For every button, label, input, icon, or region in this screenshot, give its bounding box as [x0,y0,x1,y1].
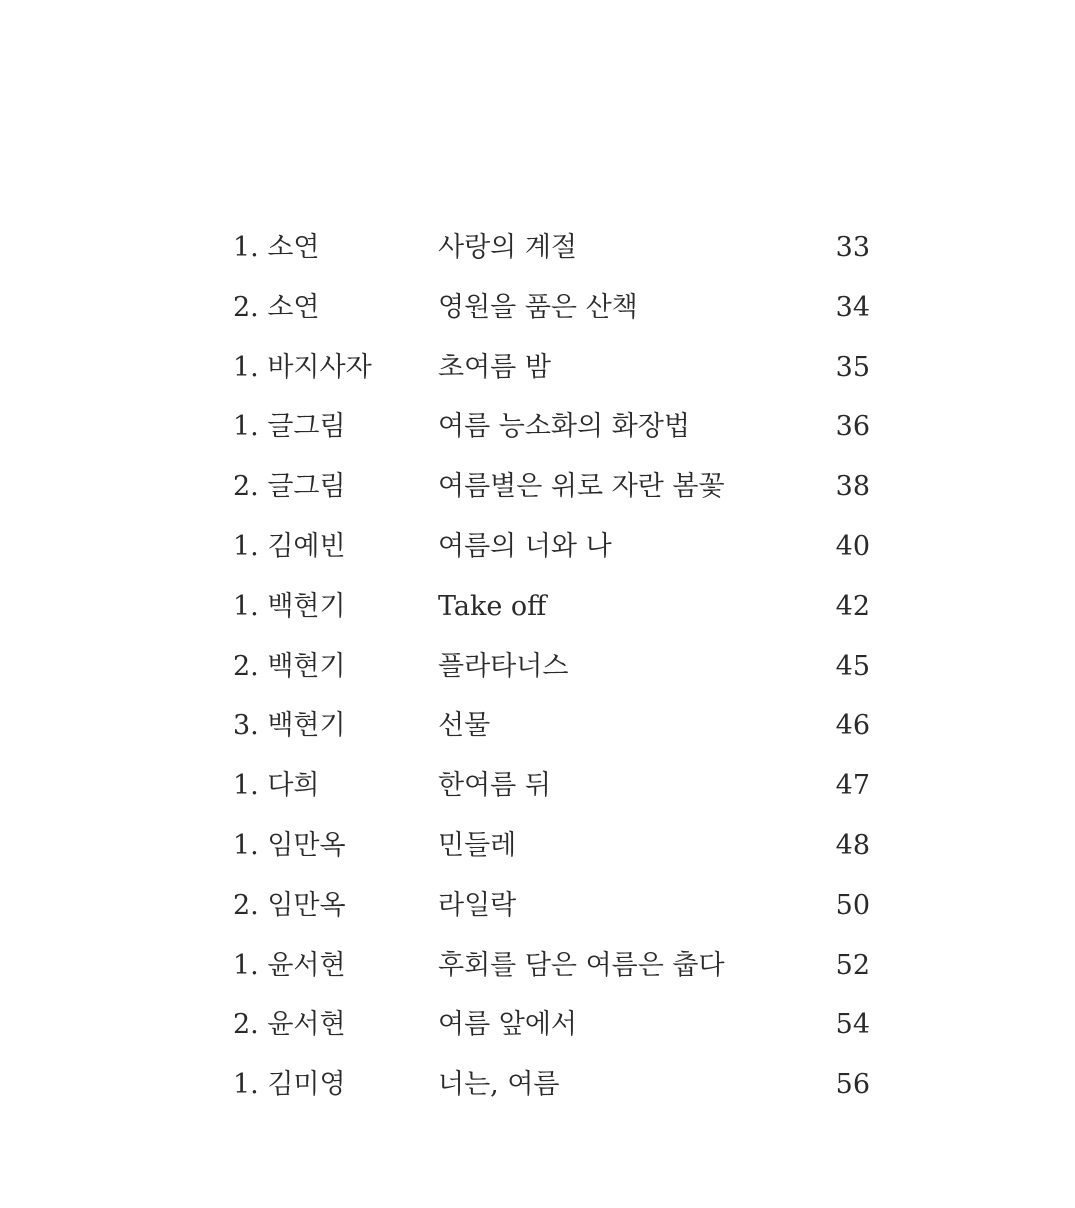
toc-title: 사랑의 계절 [438,232,577,263]
toc-author: 1. 글그림 [233,411,346,443]
toc-page-number: 52 [835,949,870,981]
toc-page-number: 54 [835,1009,870,1041]
toc-author: 1. 윤서현 [233,949,346,981]
toc-entry[interactable] [0,816,1075,876]
toc-entry[interactable] [0,995,1075,1055]
toc-title: 선물 [438,710,491,742]
toc-page-number: 38 [835,471,870,503]
toc-author: 2. 글그림 [233,471,346,503]
toc-page-number: 56 [835,1069,870,1101]
toc-author: 1. 소연 [233,232,320,263]
toc-title: Take off [438,590,547,622]
toc-page-number: 45 [835,650,870,682]
toc-title: 여름 능소화의 화장법 [438,411,690,443]
toc-title: 여름의 너와 나 [438,530,612,562]
toc-page-number: 50 [835,889,870,921]
toc-entry[interactable] [0,637,1075,697]
table-of-contents [0,218,1075,1115]
toc-author: 2. 임만옥 [233,889,346,921]
toc-author: 1. 김예빈 [233,530,346,562]
toc-entry[interactable] [0,218,1075,278]
toc-author: 3. 백현기 [233,710,346,742]
toc-title: 후회를 담은 여름은 춥다 [438,949,725,981]
toc-entry[interactable] [0,756,1075,816]
toc-author: 2. 소연 [233,291,320,323]
toc-entry[interactable] [0,696,1075,756]
toc-author: 1. 다희 [233,770,320,802]
toc-entry[interactable] [0,577,1075,637]
toc-author: 1. 김미영 [233,1069,346,1101]
toc-page-number: 48 [835,829,870,861]
toc-title: 여름별은 위로 자란 봄꽃 [438,471,725,503]
toc-entry[interactable] [0,936,1075,996]
toc-page-number: 42 [835,590,870,622]
toc-page-number: 35 [835,351,870,383]
toc-page-number: 36 [835,411,870,443]
toc-author: 2. 윤서현 [233,1009,346,1041]
toc-entry[interactable] [0,517,1075,577]
toc-entry[interactable] [0,397,1075,457]
toc-author: 2. 백현기 [233,650,346,682]
toc-entry[interactable] [0,338,1075,398]
toc-title: 초여름 밤 [438,351,551,383]
toc-title: 여름 앞에서 [438,1009,577,1041]
toc-entry[interactable] [0,278,1075,338]
toc-author: 1. 임만옥 [233,829,346,861]
toc-title: 한여름 뒤 [438,770,551,802]
toc-entry[interactable] [0,457,1075,517]
toc-page-number: 40 [835,530,870,562]
toc-page-number: 46 [835,710,870,742]
toc-page-number: 34 [835,291,870,323]
toc-title: 너는, 여름 [438,1069,560,1101]
toc-author: 1. 바지사자 [233,351,372,383]
toc-page-number: 47 [835,770,870,802]
toc-entry[interactable] [0,876,1075,936]
toc-title: 영원을 품은 산책 [438,291,638,323]
toc-title: 라일락 [438,889,517,921]
toc-entry[interactable] [0,1055,1075,1115]
toc-title: 플라타너스 [438,650,569,682]
toc-title: 민들레 [438,829,517,861]
toc-page-number: 33 [835,232,870,263]
toc-author: 1. 백현기 [233,590,346,622]
